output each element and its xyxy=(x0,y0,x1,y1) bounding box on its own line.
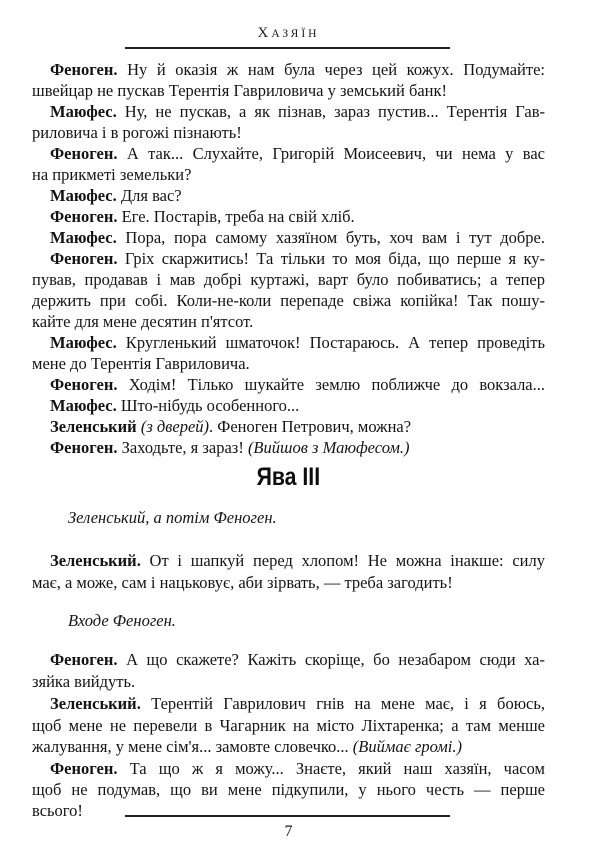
text-line: на прикметі земельки? xyxy=(32,165,192,184)
text-line: Маюфес. Кругленький шматочок! Постараюсь. А тепер проведіть xyxy=(50,333,545,352)
stage-direction: Зеленський, а потім Феноген. xyxy=(68,508,277,527)
dialogue-block xyxy=(32,59,545,458)
scene-heading: Ява III xyxy=(256,463,321,491)
text-line: Феноген. Та що ж я можу... Знаєте, який наш хазяїн, часом xyxy=(50,758,545,778)
footer-rule xyxy=(125,815,450,817)
text-line: кайте для мене десятин п'ятсот. xyxy=(32,312,254,331)
text-line: мене до Терентія Гавриловича. xyxy=(32,354,250,373)
text-line: Маюфес. Для вас? xyxy=(50,186,182,205)
text-line: Феноген. Ну й оказія ж нам була через цей кожух. Подумайте: xyxy=(50,60,545,79)
dialogue-block xyxy=(32,693,545,758)
text-line: Маюфес. Пора, пора самому хазяїном буть, хоч вам і тут добре. xyxy=(50,228,545,247)
text-line: Феноген. Ходім! Тілько шукайте землю поближче до вокзала... xyxy=(50,375,545,394)
text-line: зяйка вийдуть. xyxy=(32,672,136,692)
running-head-title: ХАЗЯЇН xyxy=(257,25,320,41)
text-line: держить при собі. Коли-не-коли перепаде свіжа копійка! Так пошу- xyxy=(32,291,545,310)
stage-direction: Входе Феноген. xyxy=(68,611,176,631)
dialogue-block xyxy=(32,758,545,821)
text-line: Феноген. Еге. Постарів, треба на свій хліб. xyxy=(50,207,355,226)
text-line: Феноген. Гріх скаржитись! Та тільки то моя біда, що перше я ку- xyxy=(50,249,545,268)
text-body xyxy=(32,59,545,821)
text-line: Маюфес. Ну, не пускав, а як пізнав, зараз пустив... Терентія Гав- xyxy=(50,102,545,121)
text-line: Маюфес. Што-нібудь особенного... xyxy=(50,396,300,415)
text-line: пував, продавав і мав добрі куртажі, варт було побиватись; а тепер xyxy=(32,270,545,289)
text-line: Феноген. А що скажете? Кажіть скоріще, бо незабаром сюди ха- xyxy=(50,650,545,670)
text-line: Феноген. А так... Слухайте, Григорій Моисеевич, чи нема у вас xyxy=(50,144,545,163)
text-line: швейцар не пускав Терентія Гавриловича у земський банк! xyxy=(32,81,447,100)
page-number: 7 xyxy=(284,823,293,840)
text-line: Зеленський. Терентій Гаврилович гнів на мене має, і я боюсь, xyxy=(50,693,545,713)
text-line: Зеленський (з дверей). Феноген Петрович, можна? xyxy=(50,417,412,436)
text-line: щоб мене не перевели в Чагарник на місто Ліхтаренка; а там менше xyxy=(32,715,545,735)
text-line: всього! xyxy=(32,800,83,820)
text-line: Феноген. Заходьте, я зараз! (Вийшов з Маюфесом.) xyxy=(50,438,410,457)
header-rule xyxy=(125,47,450,49)
text-line: жалування, у мене сім'я... замовте словечко... (Виймає громі.) xyxy=(32,737,463,757)
dialogue-block xyxy=(32,649,545,692)
text-line: Зеленський. От і шапкуй перед хлопом! Не можна інакше: силу xyxy=(50,551,545,570)
text-line: щоб не подумав, що ви мене підкупили, у нього честь — перше xyxy=(32,779,545,799)
text-line: риловича і в рогожі пізнають! xyxy=(32,123,242,142)
dialogue-block xyxy=(32,550,545,593)
text-line: має, а може, сам і нацьковує, аби зірвать, — треба загодить! xyxy=(32,572,453,592)
